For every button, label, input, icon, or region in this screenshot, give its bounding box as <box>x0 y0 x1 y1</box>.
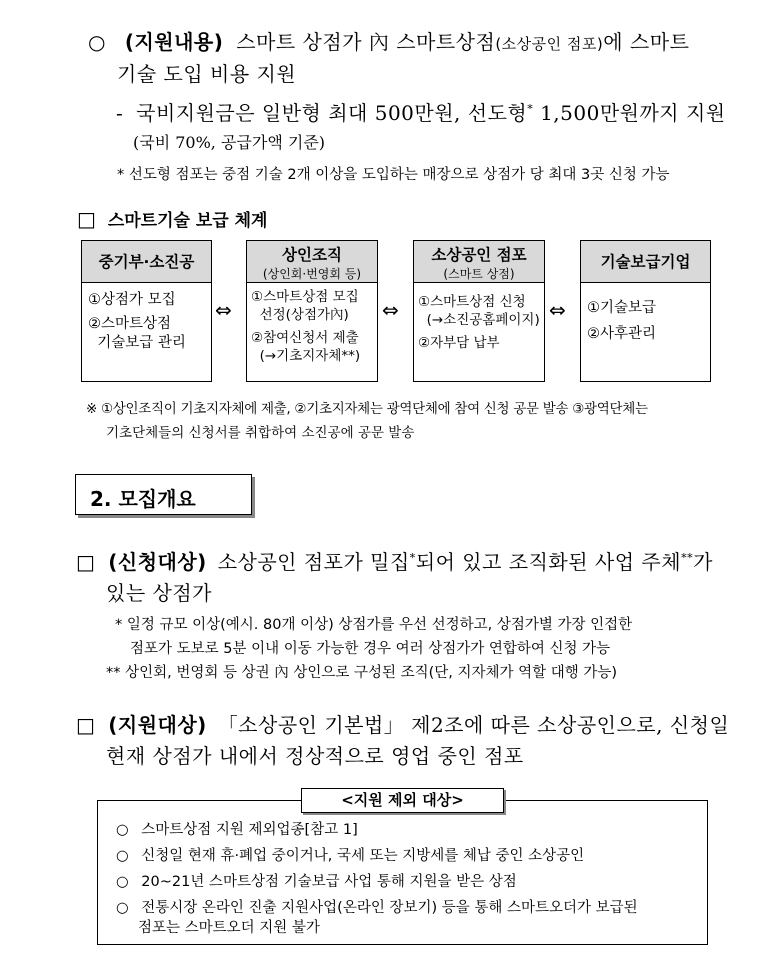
flow-item: ②참여신청서 제출 (→기초지자체**) <box>251 330 361 364</box>
flow-box-header <box>581 241 710 283</box>
flow-item: ②사후관리 <box>587 326 657 342</box>
bullet: ○ <box>116 874 129 890</box>
target-line1 <box>76 546 713 575</box>
support-text-end: 에 스마트 <box>603 30 690 54</box>
flow-box-tech-company <box>580 240 711 382</box>
system-note-line1: ※ ①상인조직이 기초지자체에 제출, ②기초지자체는 광역단체에 참여 신청 공문 발송 ③광역단체는 <box>86 401 648 417</box>
bidirectional-arrow-icon: ⇔ <box>382 298 399 322</box>
eligible-label: (지원대상) <box>108 713 207 737</box>
exclusion-item-continued: 점포는 스마트오더 지원 불가 <box>138 920 320 936</box>
flow-box-merchant-org <box>246 240 378 382</box>
bullet: ○ <box>116 848 129 864</box>
target-line2: 있는 상점가 <box>106 581 212 605</box>
support-sub-a: 국비지원금은 일반형 최대 500만원, 선도형 <box>136 101 528 125</box>
flow-box-header <box>414 241 544 283</box>
target-fn1-line2: 점포가 도보로 5분 이내 이동 가능한 경우 여러 상점가가 연합하여 신청 가능 <box>130 641 611 657</box>
bullet: ○ <box>116 900 129 916</box>
eligible-text: 「소상공인 기본법」 제2조에 따른 소상공인으로, 신청일 <box>217 713 730 737</box>
dash: - <box>116 101 124 125</box>
target-label: (신청대상) <box>108 550 207 574</box>
flow-item: ②스마트상점 기술보급 관리 <box>88 316 186 351</box>
bullet: ○ <box>88 30 106 54</box>
flow-box-title: 소상공인 점포 <box>431 246 527 264</box>
flow-box-header <box>247 241 377 283</box>
eligible-line1 <box>76 709 729 738</box>
star-mark: * <box>409 551 416 565</box>
section-title: 2. 모집개요 <box>90 487 196 511</box>
flow-box-title: 기술보급기업 <box>600 253 691 271</box>
support-footnote: * 선도형 점포는 중점 기술 2개 이상을 도입하는 매장으로 상점가 당 최대 3곳 신청 가능 <box>117 167 670 183</box>
flow-box-title: 상인조직 <box>282 246 342 264</box>
flow-box-subtitle: (스마트 상점) <box>443 267 515 281</box>
exclusion-text: 스마트상점 지원 제외업종[참고 1] <box>141 822 358 838</box>
exclusion-item <box>116 820 358 840</box>
section-title-box <box>75 474 252 515</box>
target-fn2: ** 상인회, 번영회 등 상권 內 상인으로 구성된 조직(단, 지자체가 역할 대행 가능) <box>106 665 618 681</box>
bidirectional-arrow-icon: ⇔ <box>549 298 566 322</box>
exclusion-text: 전통시장 온라인 진출 지원사업(온라인 장보기) 등을 통해 스마트오더가 보급된 <box>141 900 638 916</box>
support-text: 스마트 상점가 內 스마트상점 <box>236 30 496 54</box>
flow-item: ①상점가 모집 <box>88 292 176 308</box>
exclusion-title: <지원 제외 대상> <box>301 788 504 813</box>
checkbox-icon: □ <box>76 550 96 574</box>
support-label: (지원내용) <box>124 30 224 54</box>
support-paren: (소상공인 점포) <box>495 35 604 53</box>
flow-box-ministry <box>81 240 212 382</box>
exclusion-item <box>116 846 584 866</box>
system-note-line2: 기초단체들의 신청서를 취합하여 소진공에 공문 발송 <box>106 425 415 441</box>
target-fn1-line1: * 일정 규모 이상(예시. 80개 이상) 상점가를 우선 선정하고, 상점가별 가장 인접한 <box>115 617 633 633</box>
flow-item: ①스마트상점 신청 (→소진공홈페이지) <box>418 294 540 328</box>
support-content-line1 <box>88 26 689 55</box>
bullet: ○ <box>116 822 129 838</box>
eligible-line2: 현재 상점가 내에서 정상적으로 영업 중인 점포 <box>106 744 524 768</box>
system-heading-text: 스마트기술 보급 체계 <box>107 211 268 231</box>
target-text-c: 가 <box>693 550 713 574</box>
flow-box-small-business <box>413 240 545 382</box>
checkbox-icon: □ <box>77 207 96 231</box>
support-sub-line1 <box>116 97 726 126</box>
flow-item: ①기술보급 <box>587 300 657 316</box>
flow-box-title: 중기부·소진공 <box>98 253 195 271</box>
support-sub-b: 1,500만원까지 지원 <box>540 101 726 125</box>
support-content-line2: 기술 도입 비용 지원 <box>117 62 297 86</box>
support-sub-line2: (국비 70%, 공급가액 기준) <box>133 133 326 152</box>
flow-box-header <box>82 241 211 283</box>
flow-item: ①스마트상점 모집 선정(상점가內) <box>251 289 359 323</box>
bidirectional-arrow-icon: ⇔ <box>215 298 232 322</box>
system-heading <box>77 206 267 231</box>
star-mark: ** <box>681 551 694 565</box>
checkbox-icon: □ <box>76 713 96 737</box>
flow-item: ②자부담 납부 <box>418 335 500 351</box>
exclusion-item <box>116 872 517 892</box>
exclusion-text: 20~21년 스마트상점 기술보급 사업 통해 지원을 받은 상점 <box>141 874 517 890</box>
exclusion-item <box>116 898 638 918</box>
target-text-a: 소상공인 점포가 밀집 <box>217 550 410 574</box>
exclusion-text: 신청일 현재 휴·폐업 중이거나, 국세 또는 지방세를 체납 중인 소상공인 <box>141 848 585 864</box>
target-text-b: 되어 있고 조직화된 사업 주체 <box>415 550 682 574</box>
flow-box-subtitle: (상인회·번영회 등) <box>262 267 362 281</box>
star-mark: * <box>527 102 534 116</box>
